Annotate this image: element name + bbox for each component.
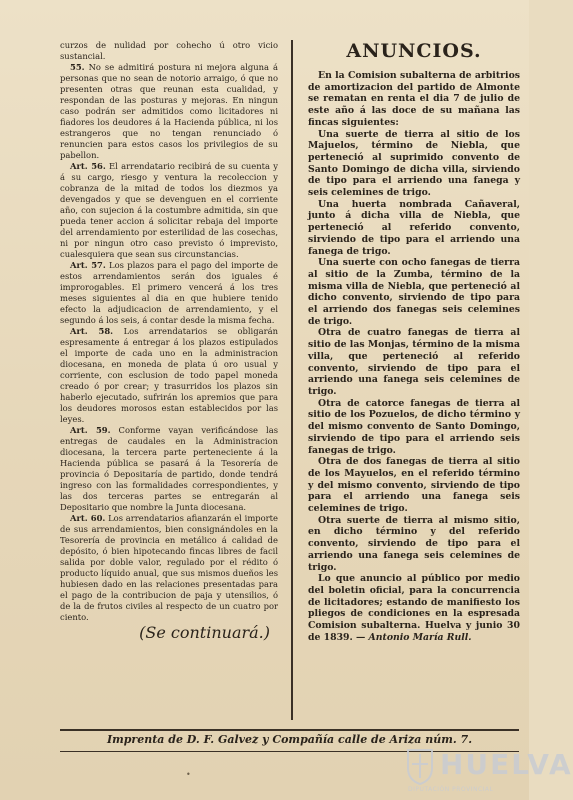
article-text: Los arrendatarios se obligarán espresamente á entregar á los plazos estipulados el importe de cada uno en la administracion diocesana, en moneda de plata ú oro usual y corriente, con esclusion de todo papel moneda creado ó por crear; y trasurridos los plazos sin haberlo ejecutado, sufrirán los apremios que para los deudores morosos estan establecidos por las leyes. [60,326,278,424]
announcement-item: Una suerte de tierra al sitio de los Majuelos, término de Niebla, que perteneció al suprimido convento de Santo Domingo de dicha villa, sirviendo de tipo para el arriendo una fanega y seis celemines de trigo. [308,128,520,199]
article-text: Los plazos para el pago del importe de estos arrendamientos serán dos iguales é improrogables. El primero vencerá á los tres meses siguientes al dia en que hubiere tenido efecto la adjudicacion de arrendamiento, y el segundo á los seis, á contar desde la misma fecha. [60,260,279,325]
article-58 [60,326,278,425]
left-column [60,40,278,642]
announcement-item: Otra suerte de tierra al mismo sitio, en dicho término y del referido convento, sirviendo de tipo para el arriendo una fanega seis celemines de trigo. [308,514,520,573]
watermark-subtext: DIPUTACIÓN PROVINCIAL [408,786,494,793]
article-number: Art. 59. [70,425,111,435]
right-column [308,40,520,643]
article-text: Conforme vayan verificándose las entregas de caudales en la Administracion diocesana, la tercera parte perteneciente á la Hacienda pública se pasará á la Tesorería de provincia ó Depositaría de partido, donde tendrá ingreso con las formalidades correspondientes, y las dos terceras partes se entregarán al Depositario que nombre la Junta diocesana. [60,425,278,512]
article-text: No se admitirá postura ni mejora alguna á personas que no sean de notorio arraigo, ó que no presenten otras que reunan esta cualidad, y respondan de las posturas y mejoras. En ningun caso podrán ser admitidos como licitadores ni fiadores los deudores á la Hacienda pública, ni los estrangeros que no tengan renunciado ó renuncien para estos casos los privilegios de su pabellon. [60,62,278,160]
article-56 [60,161,278,260]
ornament-mark: • [186,770,191,779]
announcement-item: Una suerte con ocho fanegas de tierra al sitio de la Zumba, término de la misma villa de Niebla, que perteneció al dicho convento, sirviendo de tipo para el arriendo dos fanegas seis celemines de trigo. [308,257,520,327]
closing-text: Lo que anuncio al público por medio del boletin oficial, para la concurrencia de licitadores; estando de manifiesto los pliegos de condiciones en la espresada Comision subalterna. Huelva y junio 30 de 1839. [308,573,520,643]
continued-note: (Se continuará.) [139,623,270,642]
article-57 [60,260,278,326]
section-heading: ANUNCIOS. [346,40,482,62]
paragraph-continuation: curzos de nulidad por cohecho ú otro vicio sustancial. [60,40,278,61]
column-divider [291,40,293,720]
article-59 [60,425,278,513]
crest-icon [404,746,436,786]
watermark-text: HUELVA [440,748,573,781]
article-number: 55. [70,62,85,72]
announcement-item: Otra de cuatro fanegas de tierra al sitio de las Monjas, término de la misma villa, que perteneció al referido convento, sirviendo de tipo para el arriendo una fanega seis celemines de trigo. [308,327,520,397]
signature: Antonio María Rull. [368,631,472,643]
announcement-closing: Lo que anuncio al público por medio del boletin oficial, para la concurrencia de licitadores; estando de manifiesto los pliegos de condiciones en la espresada Comision subalterna. Huelva y junio 30 de 1839. — Antonio María Rull. [308,573,520,643]
article-number: Art. 60. [70,513,106,523]
article-number: Art. 58. [70,326,114,336]
archive-watermark [400,740,573,800]
article-text: El arrendatario recibirá de su cuenta y á su cargo, riesgo y ventura la recoleccion y cobranza de la mitad de todos los diezmos ya devengados y que se devenguen en el corriente año, con sujecion á la costumbre admitida, sin que pueda tener accion á solicitar rebaja del importe del arrendamiento por esterilidad de las cosechas, ni por ningun otro caso previsto ó imprevisto, cualesquiera que sean sus circunstancias. [60,161,278,259]
footer-rule-top [60,729,519,731]
announcement-intro: En la Comision subalterna de arbitrios de amortizacion del partido de Almonte se rematan en renta el dia 7 de julio de este año á las doce de su mañana las fincas siguientes: [308,70,520,128]
announcement-item: Una huerta nombrada Cañaveral, junto á dicha villa de Niebla, que perteneció al referido convento, sirviendo de tipo para el arriendo una fanega de trigo. [308,198,520,257]
printer-imprint: Imprenta de D. F. Galvez y Compañía calle de Ariza núm. 7. [106,733,473,746]
article-text: Los arrendatarios afianzarán el importe de sus arrendamientos, bien consignándoles en la Tesorería de provincia en metálico á calidad de depósito, ó bien hipotecando fincas libres de facil salida por doble valor, regulado por el rédito ó producto líquido anual, que sus mismos dueños les hubiesen dado en las relaciones presentadas para el pago de la contribucion de paja y utensilios, ó de la de frutos civiles al respecto de un cuatro por ciento. [60,513,278,622]
announcement-item: Otra de catorce fanegas de tierra al sitio de los Pozuelos, de dicho término y del mismo convento de Santo Domingo, sirviendo de tipo para el arriendo seis fanegas de trigo. [308,397,520,456]
article-number: Art. 57. [70,260,106,270]
article-55 [60,62,278,161]
announcement-item: Otra de dos fanegas de tierra al sitio de los Mayuelos, en el referido término y del mismo convento, sirviendo de tipo para el arriendo una fanega seis celemines de trigo. [308,456,520,515]
article-60 [60,513,278,623]
article-number: Art. 56. [70,161,106,171]
